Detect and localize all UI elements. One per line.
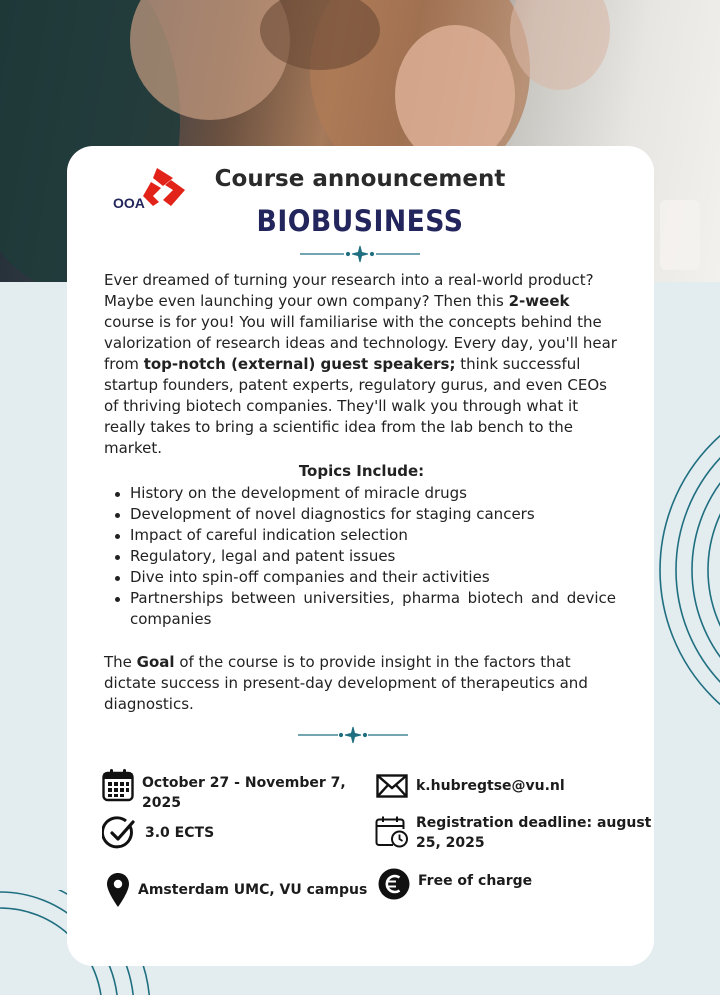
- list-item: Dive into spin-off companies and their activities: [104, 567, 616, 588]
- calendar-icon: [102, 768, 134, 802]
- list-item: Partnerships between universities, pharma biotech and device companies: [104, 588, 616, 630]
- calendar-clock-icon: [375, 815, 409, 849]
- list-item: History on the development of miracle drugs: [104, 483, 616, 504]
- registration-deadline: Registration deadline: august 25, 2025: [416, 815, 652, 851]
- location-pin-icon: [106, 872, 130, 908]
- list-item: Development of novel diagnostics for staging cancers: [104, 504, 616, 525]
- course-cost: Free of charge: [418, 873, 533, 889]
- course-location: Amsterdam UMC, VU campus: [138, 882, 368, 898]
- course-dates: October 27 - November 7, 2025: [142, 775, 346, 811]
- course-title: BIOBUSINESS: [256, 204, 464, 238]
- credits-value: 3.0 ECTS: [145, 825, 215, 841]
- ornament-divider-top: [300, 244, 420, 264]
- ooa-logo: [113, 166, 187, 212]
- ornament-divider-bottom: [298, 725, 408, 745]
- topics-list: [104, 483, 616, 630]
- euro-icon: [378, 868, 410, 900]
- contact-email-link[interactable]: k.hubregtse@vu.nl: [416, 778, 565, 794]
- list-item: Regulatory, legal and patent issues: [104, 546, 616, 567]
- svg-text:OOA: OOA: [113, 195, 145, 211]
- goal-paragraph: The Goal of the course is to provide insight in the factors that dictate success in present-day development of therapeutics and diagnostics.: [104, 653, 588, 713]
- list-item: Impact of careful indication selection: [104, 525, 616, 546]
- check-circle-icon: [102, 816, 136, 850]
- topics-heading: Topics Include:: [298, 462, 425, 480]
- decorative-arcs-right: [650, 380, 720, 760]
- announcement-heading: Course announcement: [214, 166, 506, 192]
- intro-paragraph: Ever dreamed of turning your research into a real-world product? Maybe even launching your own company? Then this 2-week course is for you! You will familiarise with the concepts behind the valorization of research ideas and technology. Every day, you'll hear from top-notch (external) guest speakers; think successful startup founders, patent experts, regulatory gurus, and even CEOs of thriving biotech companies. They'll walk you through what it really takes to bring a scientific idea from the lab bench to the market.: [104, 271, 617, 457]
- mail-icon: [376, 774, 408, 798]
